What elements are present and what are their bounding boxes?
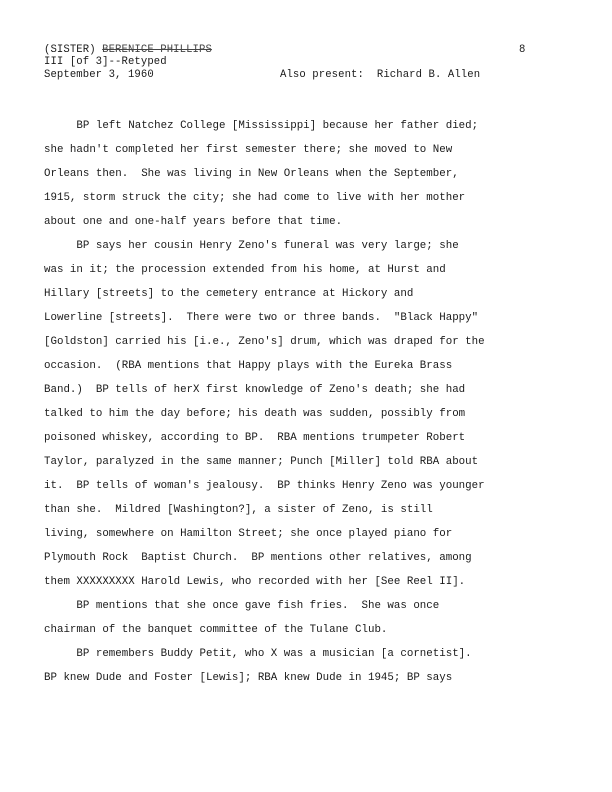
page-number: 8 <box>519 44 526 56</box>
transcript-line: Hillary [streets] to the cemetery entrance at Hickory and <box>44 288 414 300</box>
transcript-line: than she. Mildred [Washington?], a sister of Zeno, is still <box>44 504 433 516</box>
transcript-line: about one and one-half years before that time. <box>44 216 343 228</box>
transcript-line: she hadn't completed her first semester there; she moved to New <box>44 144 453 156</box>
transcript-line: [Goldston] carried his [i.e., Zeno's] drum, which was draped for the <box>44 336 485 348</box>
transcript-line: was in it; the procession extended from his home, at Hurst and <box>44 264 446 276</box>
transcript-line: talked to him the day before; his death was sudden, possibly from <box>44 408 466 420</box>
also-present: Also present: Richard B. Allen <box>280 69 481 81</box>
transcript-body <box>44 114 544 690</box>
transcript-line: Orleans then. She was living in New Orleans when the September, <box>44 168 459 180</box>
transcript-line: BP remembers Buddy Petit, who X was a musician [a cornetist]. <box>44 648 472 660</box>
name-struck: BERENICE PHILLIPS <box>102 44 212 56</box>
transcript-line: them XXXXXXXXX Harold Lewis, who recorded with her [See Reel II]. <box>44 576 466 588</box>
transcript-line: poisoned whiskey, according to BP. RBA mentions trumpeter Robert <box>44 432 466 444</box>
transcript-line: it. BP tells of woman's jealousy. BP thinks Henry Zeno was younger <box>44 480 485 492</box>
transcript-line: Plymouth Rock Baptist Church. BP mentions other relatives, among <box>44 552 472 564</box>
transcript-line: occasion. (RBA mentions that Happy plays with the Eureka Brass <box>44 360 453 372</box>
transcript-line: BP mentions that she once gave fish fries. She was once <box>44 600 440 612</box>
transcript-line: chairman of the banquet committee of the Tulane Club. <box>44 624 388 636</box>
reel-info: III [of 3]--Retyped <box>44 56 167 68</box>
transcript-line: BP knew Dude and Foster [Lewis]; RBA knew Dude in 1945; BP says <box>44 672 453 684</box>
transcript-line: living, somewhere on Hamilton Street; she once played piano for <box>44 528 453 540</box>
name-prefix: (SISTER) <box>44 44 96 56</box>
transcript-line: BP says her cousin Henry Zeno's funeral was very large; she <box>44 240 459 252</box>
transcript-line: Taylor, paralyzed in the same manner; Punch [Miller] told RBA about <box>44 456 479 468</box>
transcript-line: 1915, storm struck the city; she had come to live with her mother <box>44 192 466 204</box>
transcript-line: Band.) BP tells of herX first knowledge of Zeno's death; she had <box>44 384 466 396</box>
interview-date: September 3, 1960 <box>44 69 154 81</box>
transcript-line: BP left Natchez College [Mississippi] because her father died; <box>44 120 479 132</box>
transcript-line: Lowerline [streets]. There were two or three bands. "Black Happy" <box>44 312 479 324</box>
